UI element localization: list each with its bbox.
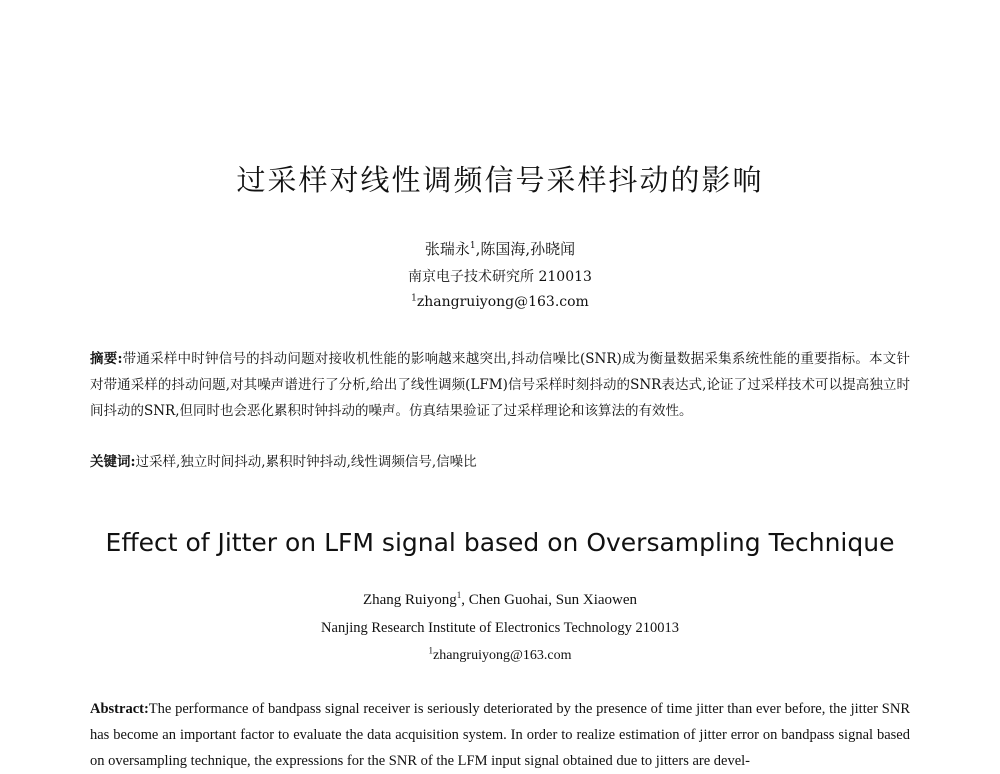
chinese-affiliation: 南京电子技术研究所 210013 [408,269,592,285]
chinese-abstract-label: 摘要: [90,351,123,367]
english-abstract-label: Abstract: [90,701,149,717]
english-coauthors: , Chen Guohai, Sun Xiaowen [461,592,638,608]
english-author-superscript: 1 [456,590,462,600]
chinese-authors [0,238,1000,259]
chinese-first-author: 张瑞永 [424,240,470,258]
english-authors [0,592,1000,609]
english-email-superscript: 1 [428,645,433,656]
author-superscript: 1 [469,241,476,251]
english-email [0,645,1000,664]
chinese-coauthors: ,陈国海,孙晓闻 [475,240,576,258]
chinese-keywords-text: 过采样,独立时间抖动,累积时钟抖动,线性调频信号,信噪比 [135,454,477,470]
english-first-author: Zhang Ruiyong [362,592,457,608]
english-affiliation: Nanjing Research Institute of Electronics Technology 210013 [321,620,679,636]
english-abstract-text: The performance of bandpass signal receiver is seriously deteriorated by the presence of time jitter than ever before, the jitter SNR has become an important factor to evaluate the data acquisition system. In order to realize estimation of jitter error on bandpass signal based on oversampling technique, the expressions for the SNR of the LFM input signal obtained due to jitters are devel- [90,701,910,769]
chinese-email-address: zhangruiyong@163.com [416,294,589,310]
english-abstract [90,696,910,774]
email-superscript: 1 [411,293,417,304]
chinese-keywords [90,450,910,470]
english-email-address: zhangruiyong@163.com [433,648,572,663]
chinese-email [0,294,1000,310]
chinese-title: 过采样对线性调频信号采样抖动的影响 [236,163,764,197]
chinese-keywords-label: 关键词: [90,454,136,470]
english-title: Effect of Jitter on LFM signal based on Oversampling Technique [105,528,895,557]
chinese-abstract-text: 带通采样中时钟信号的抖动问题对接收机性能的影响越来越突出,抖动信噪比(SNR)成为衡量数据采集系统性能的重要指标。本文针对带通采样的抖动问题,对其噪声谱进行了分析,给出了线性调频(LFM)信号采样时刻抖动的SNR表达式,论证了过采样技术可以提高独立时间抖动的SNR,但同时也会恶化累积时钟抖动的噪声。仿真结果验证了过采样理论和该算法的有效性。 [90,351,910,419]
chinese-abstract [90,346,910,424]
